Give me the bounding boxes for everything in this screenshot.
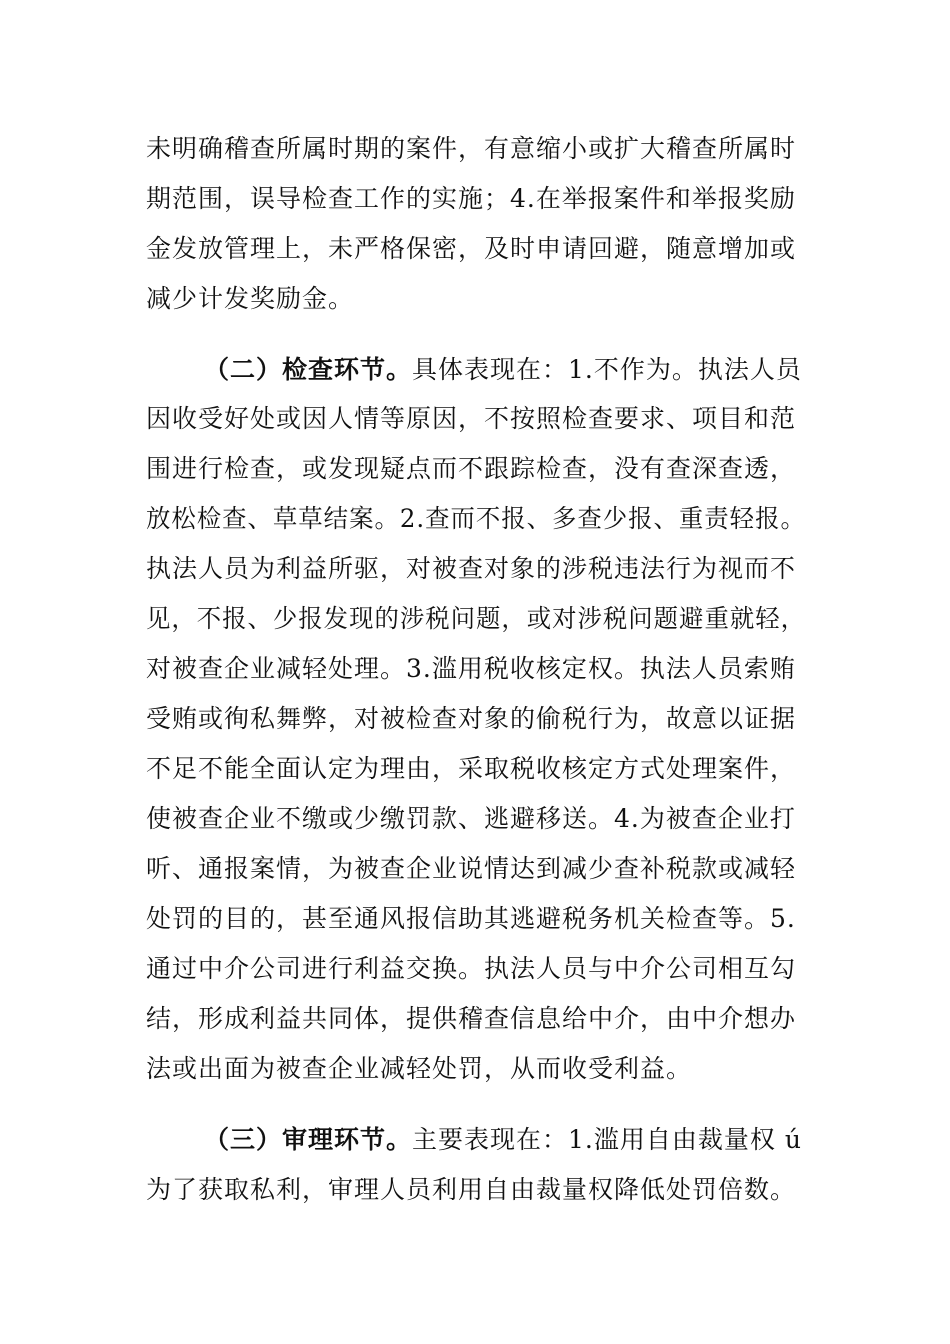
paragraph-2-first-line (204, 350, 802, 390)
paragraph-2-line: 受贿或徇私舞弊，对被检查对象的偷税行为，故意以证据 (146, 704, 797, 733)
paragraph-3-first-line (204, 1120, 802, 1160)
paragraph-2-line: 执法人员为利益所驱，对被查对象的涉税违法行为视而不 (146, 554, 797, 583)
paragraph-2-line: 法或出面为被查企业减轻处罚，从而收受利益。 (146, 1054, 693, 1083)
paragraph-1-line-1: 未明确稽查所属时期的案件，有意缩小或扩大稽查所属时 (146, 134, 797, 163)
paragraph-2-line: 因收受好处或因人情等原因，不按照检查要求、项目和范 (146, 404, 797, 433)
paragraph-3-first-line-text: 主要表现在：1.滥用自由裁量权 ú (412, 1125, 802, 1154)
paragraph-3-line: 为了获取私利，审理人员利用自由裁量权降低处罚倍数。 (146, 1175, 797, 1204)
paragraph-2-line: 放松检查、草草结案。2.查而不报、多查少报、重责轻报。 (146, 504, 806, 533)
paragraph-2-line: 通过中介公司进行利益交换。执法人员与中介公司相互勾 (146, 954, 797, 983)
paragraph-2-line: 围进行检查，或发现疑点而不跟踪检查，没有查深查透， (146, 454, 797, 483)
paragraph-2-line: 处罚的目的，甚至通风报信助其逃避税务机关检查等。5. (146, 904, 796, 933)
paragraph-2-line: 听、通报案情，为被查企业说情达到减少查补税款或减轻 (146, 854, 797, 883)
paragraph-2-line: 结，形成利益共同体，提供稽查信息给中介，由中介想办 (146, 1004, 797, 1033)
paragraph-1-line-2: 期范围，误导检查工作的实施；4.在举报案件和举报奖励 (146, 184, 796, 213)
paragraph-2-line: 见，不报、少报发现的涉税问题，或对涉税问题避重就轻， (146, 604, 806, 633)
paragraph-1-line-4: 减少计发奖励金。 (146, 284, 355, 313)
paragraph-2-line: 使被查企业不缴或少缴罚款、逃避移送。4.为被查企业打 (146, 804, 796, 833)
paragraph-2-line: 对被查企业减轻处理。3.滥用税收核定权。执法人员索贿 (146, 654, 796, 683)
paragraph-2-line: 不足不能全面认定为理由，采取税收核定方式处理案件， (146, 754, 797, 783)
paragraph-1-line-3: 金发放管理上，未严格保密，及时申请回避，随意增加或 (146, 234, 797, 263)
section-heading-inspection: （二）检查环节。 (204, 355, 413, 384)
paragraph-2-first-line-text: 具体表现在：1.不作为。执法人员 (412, 355, 802, 384)
section-heading-review: （三）审理环节。 (204, 1125, 413, 1154)
